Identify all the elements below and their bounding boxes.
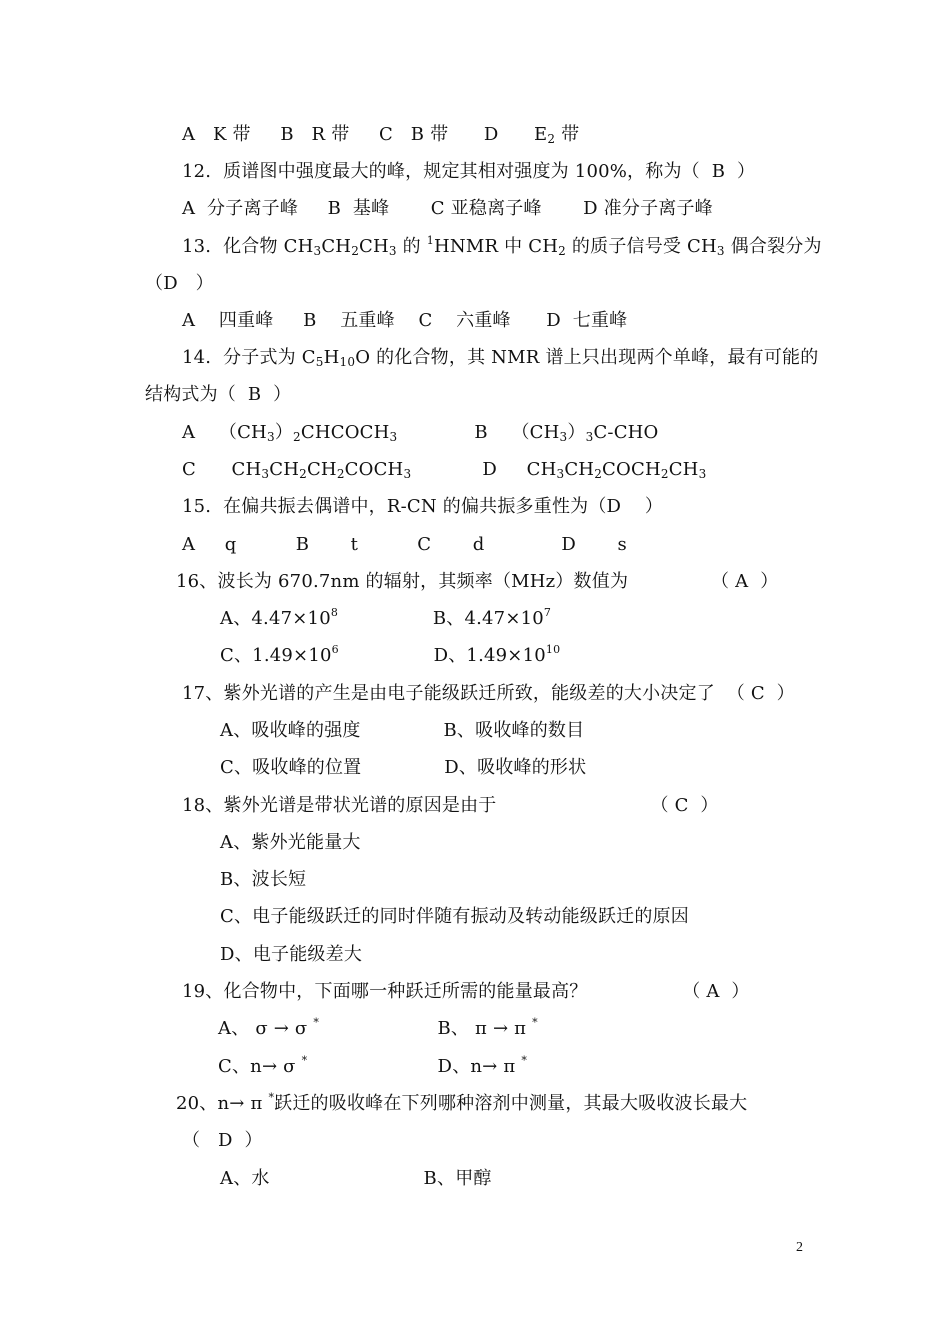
subscript: 3 bbox=[389, 430, 398, 444]
text-segment: C CH bbox=[182, 459, 262, 480]
text-line-l7 bbox=[182, 347, 818, 369]
text-line-l11 bbox=[182, 496, 663, 518]
text-line-l13 bbox=[176, 571, 778, 593]
text-segment: ） bbox=[567, 422, 586, 443]
subscript: 2 bbox=[299, 467, 307, 481]
text-segment: 12. 质谱图中强度最大的峰，规定其相对强度为 100%，称为（ B ） bbox=[182, 161, 756, 182]
text-segment: 偶合裂分为 bbox=[724, 236, 822, 257]
subscript: 2 bbox=[547, 132, 556, 146]
text-segment: A、紫外光能量大 bbox=[220, 832, 361, 853]
text-line-l21 bbox=[220, 869, 306, 891]
text-segment: A q B t C d D s bbox=[182, 534, 627, 555]
subscript: 3 bbox=[559, 430, 568, 444]
text-segment: D、1.49×10 bbox=[338, 645, 546, 666]
subscript: 3 bbox=[313, 244, 322, 258]
text-segment: B （CH bbox=[397, 422, 560, 443]
text-segment: CH bbox=[668, 459, 699, 480]
superscript: * bbox=[313, 1016, 320, 1029]
text-line-l6 bbox=[182, 310, 627, 332]
subscript: 2 bbox=[558, 244, 566, 258]
text-line-l16 bbox=[182, 683, 795, 705]
text-segment: 13. 化合物 CH bbox=[182, 236, 314, 257]
text-segment: 19、化合物中，下面哪一种跃迁所需的能量最高？ （ A ） bbox=[182, 981, 750, 1002]
text-line-l10 bbox=[182, 459, 706, 481]
text-line-l27 bbox=[176, 1093, 747, 1115]
text-segment: A 分子离子峰 B 基峰 C 亚稳离子峰 D 准分子离子峰 bbox=[182, 198, 713, 219]
text-segment: C、吸收峰的位置 D、吸收峰的形状 bbox=[220, 757, 587, 778]
text-line-l3 bbox=[182, 198, 713, 220]
text-segment: A、 σ → σ bbox=[218, 1018, 314, 1039]
superscript: * bbox=[268, 1091, 275, 1104]
text-segment: 结构式为（ B ） bbox=[145, 384, 292, 405]
text-segment: 14. 分子式为 C bbox=[182, 347, 316, 368]
text-line-l17 bbox=[220, 720, 584, 742]
text-segment: CH bbox=[306, 459, 337, 480]
text-segment: CHCOCH bbox=[300, 422, 390, 443]
text-segment: 16、波长为 670.7nm 的辐射，其频率（MHz）数值为 （ A ） bbox=[176, 571, 779, 592]
text-line-l12 bbox=[182, 534, 627, 556]
subscript: 3 bbox=[388, 244, 397, 258]
text-segment: COCH bbox=[344, 459, 404, 480]
superscript: * bbox=[301, 1054, 308, 1067]
text-line-l14 bbox=[220, 608, 551, 630]
subscript: 3 bbox=[716, 244, 725, 258]
text-segment: O 的化合物，其 NMR 谱上只出现两个单峰，最有可能的 bbox=[355, 347, 819, 368]
text-segment: COCH bbox=[602, 459, 661, 480]
text-line-l9 bbox=[182, 422, 659, 444]
text-line-l25 bbox=[218, 1018, 538, 1040]
text-line-l19 bbox=[182, 795, 719, 817]
text-line-l4 bbox=[182, 236, 822, 258]
text-segment: A、水 B、甲醇 bbox=[220, 1168, 492, 1189]
text-segment: A （CH bbox=[182, 422, 267, 443]
subscript: 10 bbox=[339, 355, 356, 369]
text-segment: 15. 在偏共振去偶谱中，R-CN 的偏共振多重性为（D ） bbox=[182, 496, 664, 517]
superscript: 6 bbox=[331, 643, 339, 656]
superscript: 1 bbox=[426, 234, 434, 247]
text-segment: 17、紫外光谱的产生是由电子能级跃迁所致，能级差的大小决定了 （ C ） bbox=[182, 683, 795, 704]
text-line-l2 bbox=[182, 161, 755, 183]
page-number: 2 bbox=[796, 1240, 803, 1255]
text-segment: B、波长短 bbox=[220, 869, 307, 890]
text-segment: A、4.47×10 bbox=[220, 608, 331, 629]
subscript: 2 bbox=[336, 467, 345, 481]
text-segment: （ D ） bbox=[182, 1130, 263, 1151]
subscript: 3 bbox=[403, 467, 412, 481]
subscript: 3 bbox=[261, 467, 270, 481]
subscript: 3 bbox=[698, 467, 707, 481]
text-segment: （D ） bbox=[145, 273, 214, 294]
text-line-l28 bbox=[182, 1130, 263, 1152]
text-segment: 的质子信号受 CH bbox=[566, 236, 717, 257]
text-segment: 18、紫外光谱是带状光谱的原因是由于 （ C ） bbox=[182, 795, 719, 816]
text-line-l22 bbox=[220, 906, 689, 928]
text-segment: A 四重峰 B 五重峰 C 六重峰 D 七重峰 bbox=[182, 310, 628, 331]
text-line-l1 bbox=[182, 124, 579, 146]
text-line-l26 bbox=[218, 1056, 527, 1078]
superscript: * bbox=[521, 1054, 528, 1067]
text-segment: CH bbox=[269, 459, 300, 480]
subscript: 3 bbox=[585, 430, 594, 444]
text-segment: CH bbox=[321, 236, 352, 257]
text-segment: D CH bbox=[411, 459, 557, 480]
superscript: 8 bbox=[330, 606, 339, 619]
superscript: 10 bbox=[545, 643, 561, 656]
text-line-l24 bbox=[182, 981, 750, 1003]
text-segment: A K 带 B R 带 C B 带 D E bbox=[182, 124, 548, 145]
text-segment: ） bbox=[274, 422, 294, 443]
subscript: 3 bbox=[266, 430, 275, 444]
text-segment: B、 π → π bbox=[319, 1018, 533, 1039]
superscript: * bbox=[532, 1016, 538, 1029]
text-line-l23 bbox=[220, 944, 362, 966]
subscript: 5 bbox=[315, 355, 324, 369]
text-line-l29 bbox=[220, 1168, 492, 1190]
text-segment: 20、n→ π bbox=[176, 1093, 269, 1114]
text-segment: 跃迁的吸收峰在下列哪种溶剂中测量，其最大吸收波长最大 bbox=[274, 1093, 748, 1114]
text-line-l20 bbox=[220, 832, 361, 854]
text-line-l5 bbox=[145, 273, 214, 295]
text-segment: H bbox=[323, 347, 340, 368]
text-segment: C、1.49×10 bbox=[220, 645, 332, 666]
subscript: 2 bbox=[351, 244, 360, 258]
text-segment: D、电子能级差大 bbox=[220, 944, 363, 965]
text-segment: A、吸收峰的强度 B、吸收峰的数目 bbox=[220, 720, 585, 741]
text-segment: C-CHO bbox=[593, 422, 659, 443]
subscript: 2 bbox=[293, 430, 301, 444]
text-segment: D、n→ π bbox=[307, 1056, 522, 1077]
text-segment: C、电子能级跃迁的同时伴随有振动及转动能级跃迁的原因 bbox=[220, 906, 689, 927]
text-segment: CH bbox=[564, 459, 595, 480]
text-segment: 的 bbox=[396, 236, 427, 257]
superscript: 7 bbox=[543, 606, 552, 619]
text-line-l8 bbox=[145, 384, 291, 406]
subscript: 2 bbox=[594, 467, 603, 481]
text-line-l15 bbox=[220, 645, 560, 667]
subscript: 2 bbox=[660, 467, 669, 481]
text-segment: C、n→ σ bbox=[218, 1056, 302, 1077]
text-segment: CH bbox=[359, 236, 389, 257]
text-segment: B、4.47×10 bbox=[338, 608, 544, 629]
text-line-l18 bbox=[220, 757, 586, 779]
subscript: 3 bbox=[556, 467, 565, 481]
text-segment: 带 bbox=[555, 124, 580, 145]
text-segment: HNMR 中 CH bbox=[434, 236, 559, 257]
